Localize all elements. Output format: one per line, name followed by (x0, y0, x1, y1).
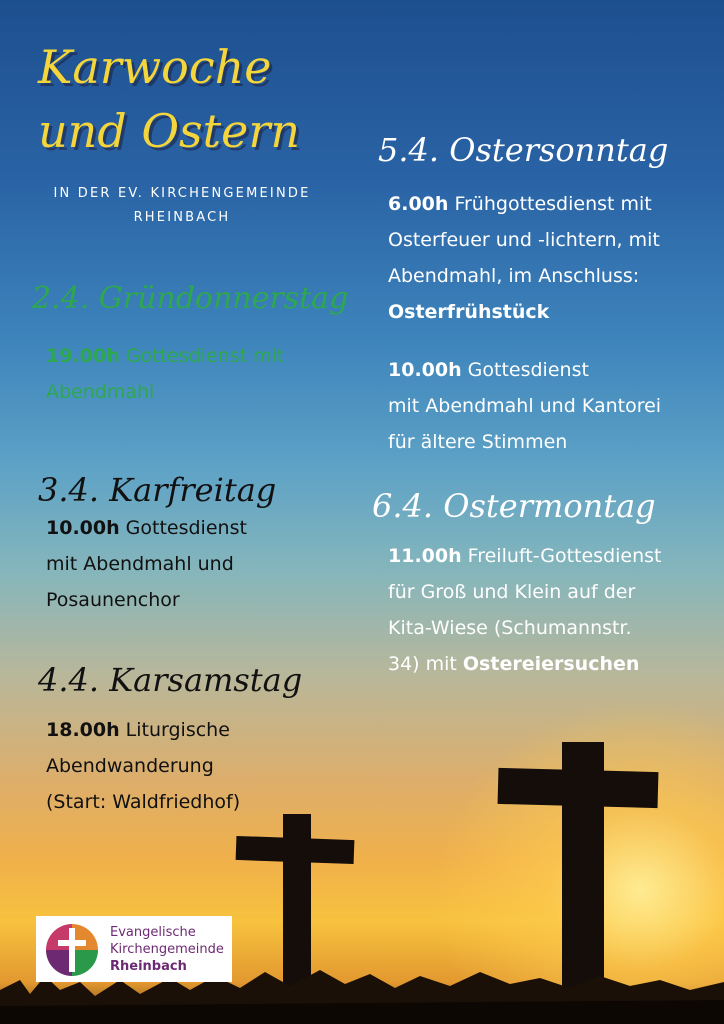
church-logo-mark (42, 922, 102, 978)
karsamstag-time: 18.00h (46, 719, 120, 741)
subtitle-line-1: IN DER EV. KIRCHENGEMEINDE (53, 186, 311, 201)
karsamstag-line-1 (46, 712, 230, 748)
heading-karsamstag: 4.4. Karsamstag (38, 661, 303, 699)
ostersonntag-e2-desc: Gottesdienst (461, 359, 589, 381)
karfreitag-desc: Gottesdienst (119, 517, 247, 539)
ostersonntag-e2-time: 10.00h (388, 359, 462, 381)
ostersonntag-e1-line-4: Osterfrühstück (388, 301, 550, 323)
ostersonntag-e1-line-2: Osterfeuer und -lichtern, mit (388, 229, 660, 251)
ostersonntag-e1-time: 6.00h (388, 193, 449, 215)
ostermontag-line-1 (388, 538, 662, 574)
gruendonnerstag-desc: Gottesdienst mit (119, 345, 285, 367)
heading-ostersonntag: 5.4. Ostersonntag (378, 131, 669, 169)
karfreitag-line-1 (46, 510, 247, 546)
karfreitag-time: 10.00h (46, 517, 120, 539)
church-logo (36, 916, 232, 982)
ostersonntag-e1-line-3: Abendmahl, im Anschluss: (388, 265, 640, 287)
logo-line-2: Kirchengemeinde (110, 942, 224, 957)
gruendonnerstag-line-1 (46, 338, 284, 374)
logo-line-3: Rheinbach (110, 959, 187, 974)
karsamstag-line-2: Abendwanderung (46, 755, 214, 777)
title-line-1: Karwoche (38, 40, 272, 94)
ostermontag-line4-bold: Ostereiersuchen (462, 653, 640, 675)
heading-ostermontag: 6.4. Ostermontag (372, 487, 656, 525)
gruendonnerstag-line-2: Abendmahl (46, 381, 155, 403)
ostermontag-line-2: für Groß und Klein auf der (388, 581, 636, 603)
karfreitag-line-3: Posaunenchor (46, 589, 180, 611)
ostersonntag-e2-line-1 (388, 352, 589, 388)
ostersonntag-e1-line-1 (388, 186, 652, 222)
karsamstag-desc: Liturgische (119, 719, 230, 741)
title-line-2: und Ostern (38, 104, 300, 158)
large-cross-beam (498, 768, 659, 808)
heading-karfreitag: 3.4. Karfreitag (38, 471, 277, 509)
ostermontag-line-3: Kita-Wiese (Schumannstr. (388, 617, 632, 639)
ostersonntag-e2-line-2: mit Abendmahl und Kantorei (388, 395, 662, 417)
logo-line-1: Evangelische (110, 925, 196, 940)
gruendonnerstag-time: 19.00h (46, 345, 120, 367)
ostermontag-line-4 (388, 646, 639, 682)
karfreitag-line-2: mit Abendmahl und (46, 553, 234, 575)
ostermontag-time: 11.00h (388, 545, 462, 567)
subtitle-line-2: RHEINBACH (133, 210, 231, 225)
karsamstag-line-3: (Start: Waldfriedhof) (46, 791, 241, 813)
small-cross-beam (236, 836, 355, 864)
ostermontag-desc: Freiluft-Gottesdienst (461, 545, 662, 567)
heading-gruendonnerstag: 2.4. Gründonnerstag (32, 281, 349, 316)
ostermontag-line4-text: 34) mit (388, 653, 463, 675)
ostersonntag-e1-desc: Frühgottesdienst mit (448, 193, 652, 215)
ostersonntag-e2-line-3: für ältere Stimmen (388, 431, 568, 453)
